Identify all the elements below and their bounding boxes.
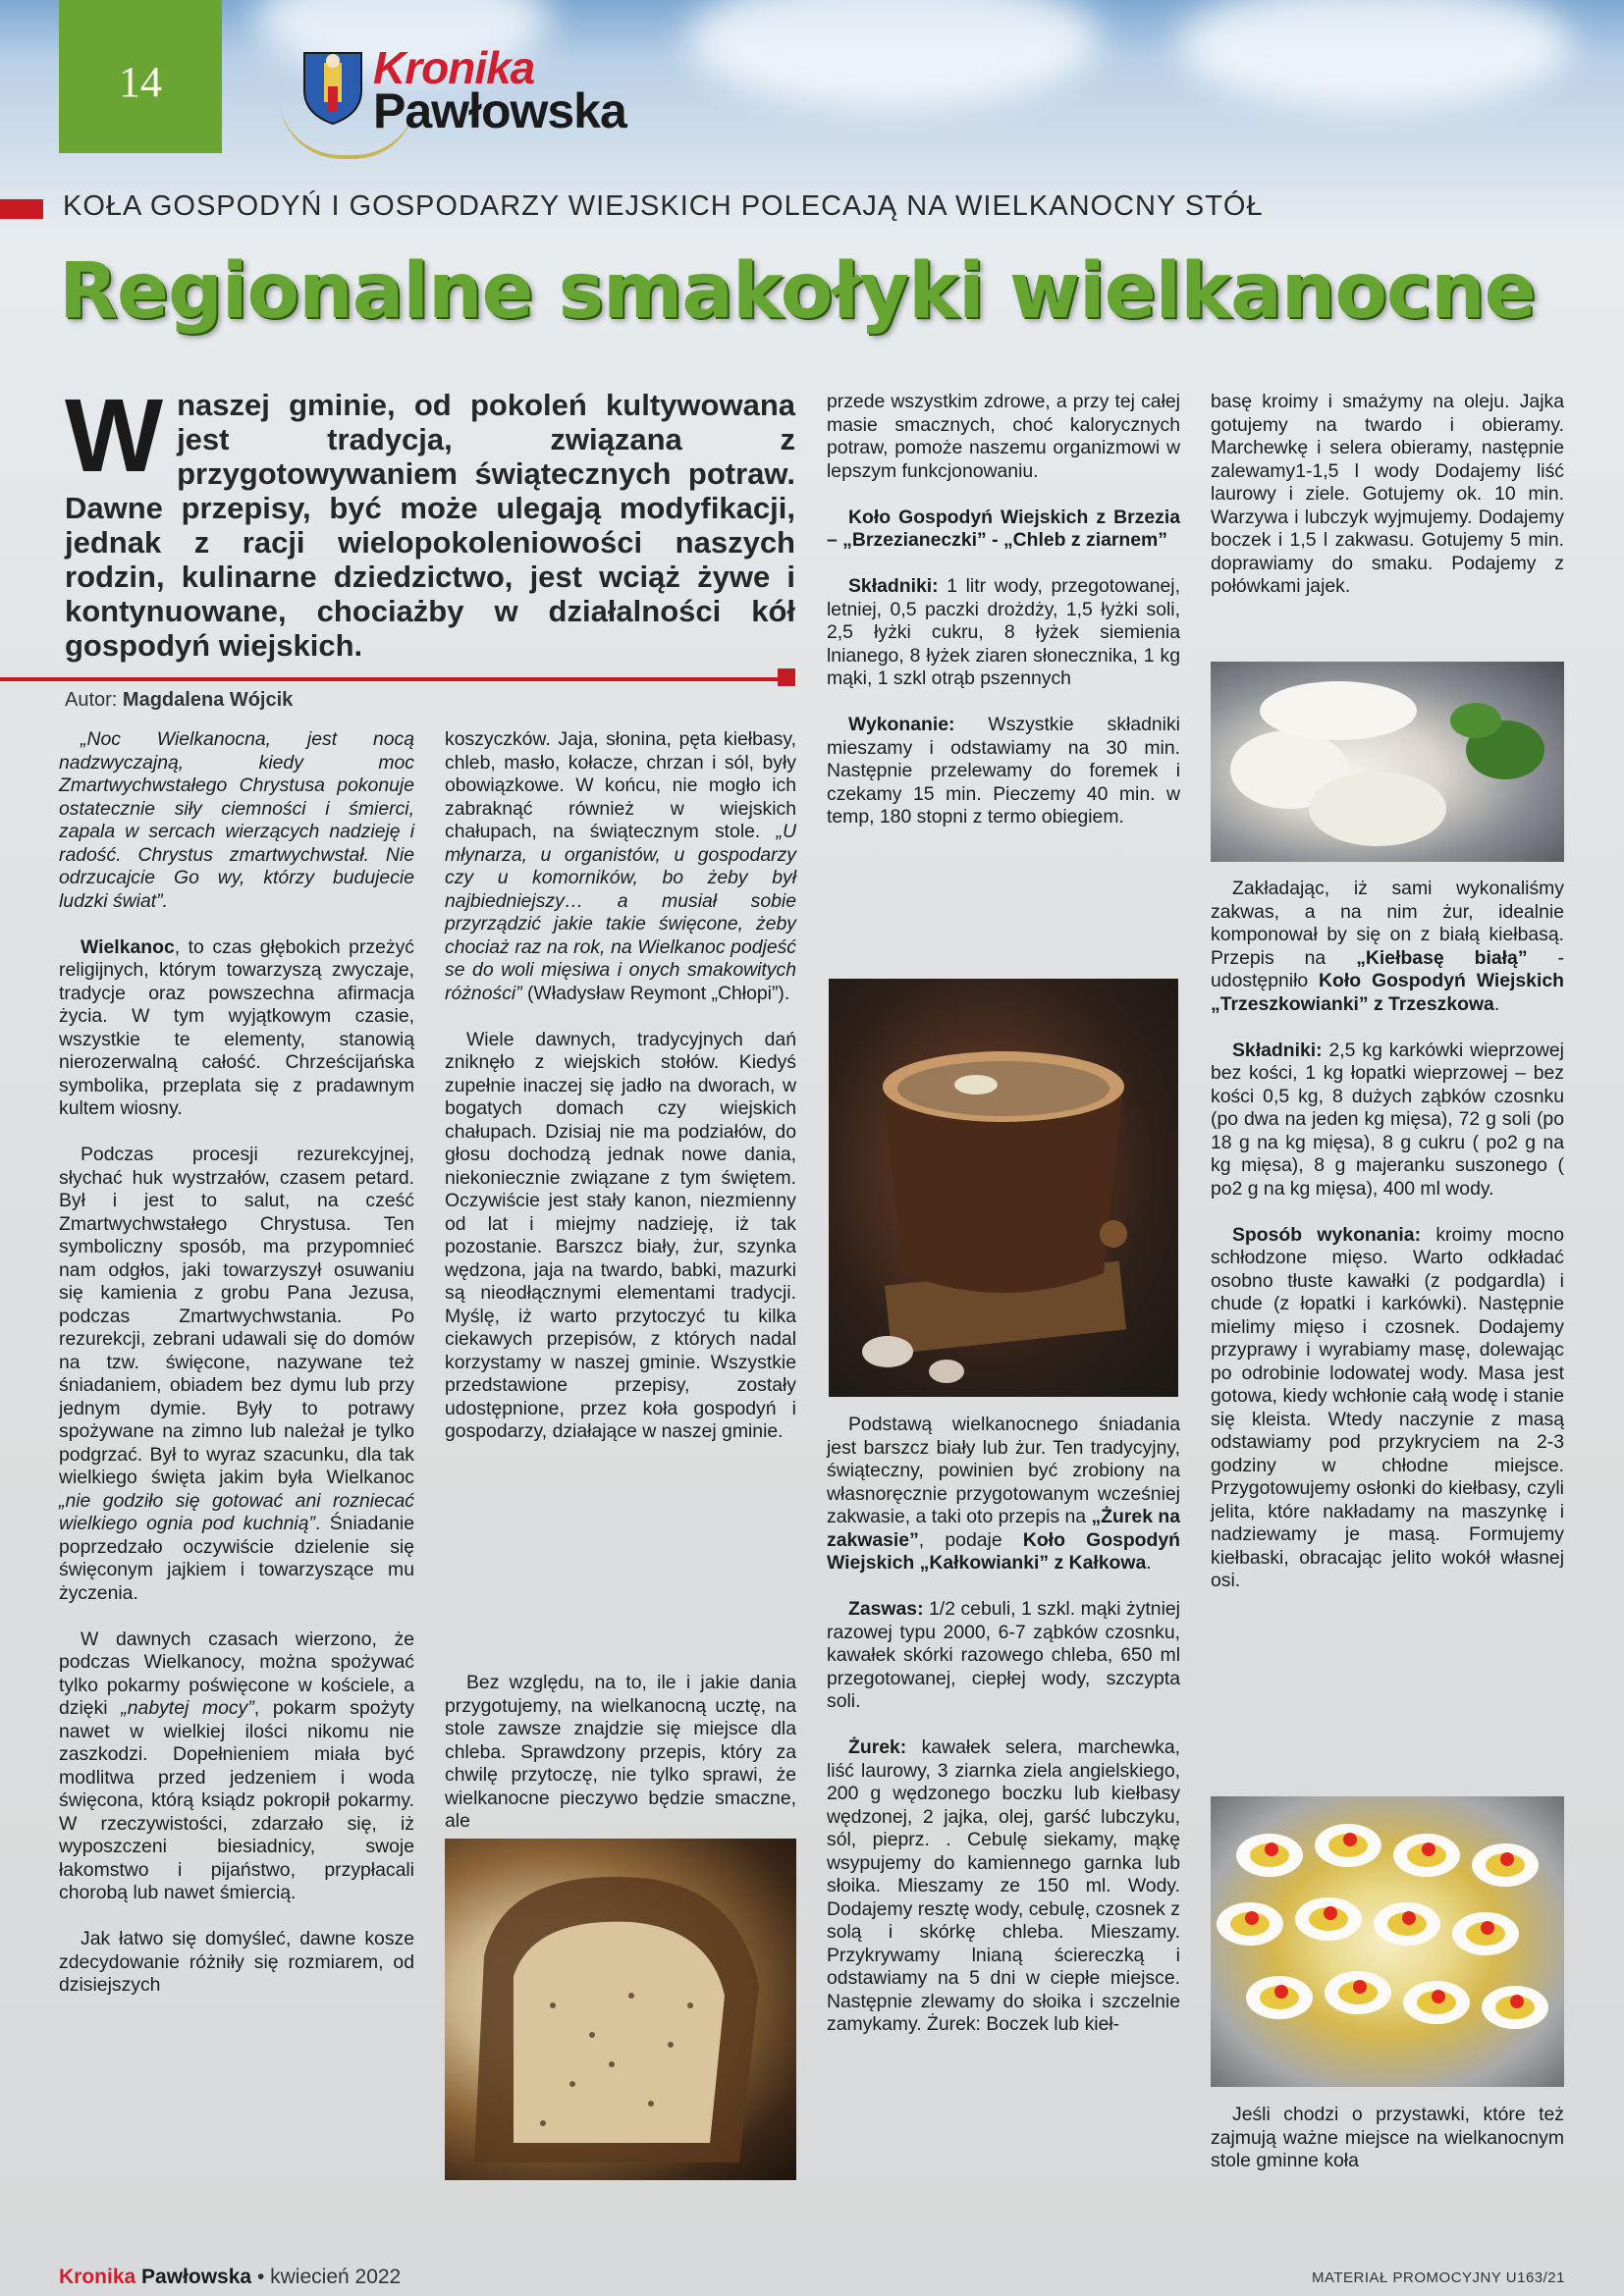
paragraph: , podaje xyxy=(918,1528,1023,1551)
paragraph: , pokarm spożyty nawet w wielkiej ilości nikomu nie zaszkodzi. Dopełnieniem miała być modlitwa przed jedzeniem i woda święcona, którą ksiądz pokropił pokarmy. W rzeczywistości, zdarzało się, iż wyposzczeni biesiadnicy, swoje łakomstwo i pijaństwo, przypłacali chorobą lub nawet śmiercią. xyxy=(59,1697,414,1903)
paragraph: 2,5 kg karkówki wieprzowej bez kości, 1 kg łopatki wieprzowej – bez kości 0,5 kg, 8 dużych ząbków czosnku (po dwa na jeden kg mięsa), 72 g soli (po 18 g na kg mięsa), 8 g cukru ( po2 g na kg mięsa), 8 g majeranku suszonego ( po2 g na kg mięsa), 400 ml wody. xyxy=(1211,1039,1564,1200)
label-skladniki: Składniki: xyxy=(1232,1039,1323,1061)
bread-photo xyxy=(445,1839,796,2180)
paragraph: , to czas głębokich przeżyć religijnych, którym towarzyszą zwyczaje, tradycje oraz powszechna afirmacja życia. W tym wyjątkowym czasie, wszystkie te elementy, stanowią nierozerwalną całość. Chrześcijańska symbolika, przeplata się z pradawnym kultem wiosny. xyxy=(59,935,414,1119)
paragraph: basę kroimy i smażymy na oleju. Jajka gotujemy na twardo i obieramy. Marchewkę i selera obieramy, następnie zalewamy1-1,5 l wody Dodajemy liść laurowy i ziele. Gotujemy ok. 10 min. Warzywa i lubczyk wyjmujemy. Dodajemy boczek i 1,5 l zakwasu. Gotujemy 5 min. doprawiamy do smaku. Podajemy z połówkami jajek. xyxy=(1211,391,1564,597)
paragraph: Podstawą wielkanocnego śniadania jest barszcz biały lub żur. Ten tradycyjny, świąteczny, powinien być zrobiony na własnoręcznie przygotowanym wcześniej zakwasie, a taki oto przepis na xyxy=(827,1414,1180,1527)
label-wykonanie: Wykonanie: xyxy=(848,714,955,735)
lead-divider xyxy=(0,677,785,681)
paragraph: Jak łatwo się domyśleć, dawne kosze zdecydowanie różniły się rozmiarem, od dzisiejszych xyxy=(59,1928,414,1996)
inline-quote: „nie godziło się gotować ani rozniecać wielkiego ognia pod kuchnią” xyxy=(59,1489,414,1534)
article-column-1 xyxy=(59,728,414,2020)
logo-text-pawlowska: Pawłowska xyxy=(373,83,626,138)
recipe-title-chleb: Koło Gospodyń Wiejskich z Brzezia – „Brzezianeczki” - „Chleb z ziarnem” xyxy=(827,506,1180,551)
stuffed-eggs-photo xyxy=(1211,1796,1564,2087)
magazine-logo xyxy=(298,37,721,145)
footer-brand-kronika: Kronika xyxy=(59,2266,136,2288)
paragraph: 1 litr wody, przegotowanej, letniej, 0,5 paczki drożdży, 1,5 łyżki soli, 2,5 łyżki cukru, 8 łyżek siemienia lnianego, 8 łyżek ziaren słonecznika, 1 kg mąki, 1 szkl otrąb pszennych xyxy=(827,575,1180,689)
paragraph: Zakładając, iż sami wykonaliśmy zakwas, a na nim żur, idealnie komponował by się on z białą kiełbasą. Przepis na xyxy=(1211,878,1564,969)
author-name: Magdalena Wójcik xyxy=(122,689,294,711)
paragraph: . xyxy=(1493,992,1500,1015)
cloud-decoration xyxy=(1178,0,1571,108)
lead-paragraph xyxy=(65,378,795,663)
author-label: Autor: xyxy=(65,689,118,711)
bread-illustration xyxy=(445,1839,796,2180)
paragraph: . xyxy=(1146,1552,1152,1574)
article-column-4 xyxy=(1211,391,1564,621)
article-column-3-bottom xyxy=(827,1414,1180,2059)
paragraph: Wszystkie składniki mieszamy i odstawiamy na 30 min. Następnie przelewamy do foremek i czekamy 15 min. Pieczemy 40 min. w temp, 180 stopni z termo obiegiem. xyxy=(827,714,1180,828)
paragraph: W dawnych czasach wierzono, że podczas Wielkanocy, można spożywać tylko pokarmy poświęcone w kościele, a dzięki xyxy=(59,1628,414,1719)
paragraph: Podczas procesji rezurekcyjnej, słychać huk wystrzałów, czasem petard. Był i jest to salut, na cześć Zmartwychwstałego Chrystusa. Ten symboliczny sposób, ma przypomnieć nam odgłos, jaki towarzyszył osuwaniu się kamienia z grobu Pana Jezusa, podczas Zmartwychwstania. Po rezurekcji, zebrani udawali się do domów na tzw. święcone, nazywane też śniadaniem, obiadem bez dymu lub przy jednym dymie. Były to potrawy spożywane na zimno lub należał je tylko podgrzać. Był to wyraz szacunku, dla tak wielkiego święta jakim była Wielkanoc xyxy=(59,1144,414,1488)
article-column-3 xyxy=(827,391,1180,852)
paragraph: Jeśli chodzi o przystawki, które też zajmują ważne miejsce na wielkanocnym stole gminne koła xyxy=(1211,2104,1564,2171)
inline-quote: „U młynarza, u organistów, u gospodarzy czy u komorników, bo żeby był najbiedniejszy… a musiał sobie przyrządzić jakie takie święcone, żeby chociaż raz na rok, na Wielkanoc podjeść se do woli mięsiwa i onych smakowitych różności” xyxy=(445,821,796,1004)
cloud-decoration xyxy=(687,0,1100,108)
eggs-illustration xyxy=(1211,1796,1564,2087)
keyword-wielkanoc: Wielkanoc xyxy=(81,935,175,958)
promo-notice: MATERIAŁ PROMOCYJNY U163/21 xyxy=(1311,2269,1565,2286)
barszcz-photo xyxy=(829,979,1178,1397)
paragraph: kawałek selera, marchewka, liść laurowy, 3 ziarnka ziela angielskiego, 200 g wędzonego boczku lub kiełbasy wędzonej, 2 jajka, olej, garść lubczyku, sól, pieprz. . Cebulę siekamy, mąkę wsypujemy do kamiennego garnka lub słoika. Mieszamy ze 150 ml. Wody. Dodajemy resztę wody, cebulę, czosnek z solą i skórkę chleba. Mieszamy. Przykrywamy lnianą ściereczką i odstawiamy na 5 dni w ciepłe miejsce. Następnie zlewamy do słoika i szczelnie zamykamy. Żurek: Boczek lub kieł- xyxy=(827,1736,1180,2035)
paragraph: Bez względu, na to, ile i jakie dania przygotujemy, na wielkanocną ucztę, na stole zawsze znajdzie się miejsce dla chleba. Sprawdzony przepis, który za chwilę przytoczę, nie tylko sprawi, że wielkanocne pieczywo będzie smaczne, ale xyxy=(445,1672,796,1832)
label-sposob-wykonania: Sposób wykonania: xyxy=(1232,1223,1422,1246)
lead-divider-marker xyxy=(778,668,795,686)
author-line xyxy=(65,689,293,712)
footer-date: kwiecień 2022 xyxy=(270,2266,402,2288)
lead-text: naszej gminie, od pokoleń kultywowana jest tradycja, związana z przygotowywaniem świątecznych potraw. Dawne przepisy, być może ulegają modyfikacji, jednak z racji wielopokoleniowości naszych rodzin, kulinarne dziedzictwo, jest wciąż żywe i kontynuowane, chociażby w działalności kół gospodyń wiejskich. xyxy=(65,388,795,663)
crest-icon xyxy=(298,47,367,126)
footer xyxy=(59,2266,401,2289)
paragraph: Wiele dawnych, tradycyjnych dań zniknęło z wiejskich stołów. Kiedyś zupełnie inaczej się jadło na dworach, w bogatych domach czy wiejskich chałupach. Dzisiaj nie ma podziałów, do głosu dochodzą jednak nowe dania, niekoniecznie związane z tym świętem. Oczywiście jest stały kanon, niezmienny od lat i miejmy nadzieję, iż tak pozostanie. Barszcz biały, żur, szynka wędzona, jaja na twardo, babki, mazurki są nieodłącznymi elementami tradycji. Myślę, iż warto przytoczyć tu kilka ciekawych przepisów, z których nadal korzystamy w naszej gminie. Wszystkie przedstawione przepisy, zostały udostępnione, przez koła gospodyń i gospodarzy, działające w naszej gminie. xyxy=(445,1028,796,1442)
kgw-kalkowianki: Koło Gospodyń Wiejskich „Kałkowianki” z Kałkowa xyxy=(827,1528,1180,1574)
logo-text-kronika: Kronika xyxy=(373,42,535,93)
footer-separator: • xyxy=(256,2266,265,2288)
page-number: 14 xyxy=(59,0,222,153)
paragraph: kroimy mocno schłodzone mięso. Warto odkładać osobno tłuste kawałki (z podgardla) i chude (z łopatki i karkówki). Następnie mielimy mięso i czosnek. Dodajemy przyprawy i wyrabiamy masę, dolewając po odrobinie lodowatej wody. Masa jest gotowa, kiedy wchłonie całą wodę i stanie się kleista. Wtedy naczynie z masą odstawiamy pod przykryciem na 2-3 godziny w chłodne miejsce. Przygotowujemy osłonki do kiełbasy, czyli jelita, które nakładamy na maszynkę i nadziewamy je masą. Formujemy kiełbaski, obracając jelito wokół własnej osi. xyxy=(1211,1223,1564,1591)
sausage-illustration xyxy=(1211,662,1564,862)
paragraph: . Śniadanie poprzedzało oczywiście dzielenie się święconym jajkiem i towarzyszące mu życzenia. xyxy=(59,1513,415,1604)
paragraph: koszyczków. Jaja, słonina, pęta kiełbasy, chleb, masło, kołacze, chrzan i sól, były obowiązkowe. W końcu, nie mogło ich zabraknąć również w wiejskich chałupach, na świątecznym stole. xyxy=(445,728,796,842)
article-column-2 xyxy=(445,728,796,1467)
opening-quote: „Noc Wielkanocna, jest nocą nadzwyczajną, kiedy moc Zmartwychwstałego Chrystusa pokonuje ostatecznie siły ciemności i śmierci, zapala w sercach wierzących nadzieję i radość. Chrystus zmartwychwstał. Nie odrzucajcie Go wy, którzy budujecie ludzki świat”. xyxy=(59,728,414,912)
footer-brand-pawlowska: Pawłowska xyxy=(141,2266,252,2288)
paragraph: - udostępniło xyxy=(1211,946,1564,991)
kicker-text: KOŁA GOSPODYŃ I GOSPODARZY WIEJSKICH POLECAJĄ NA WIELKANOCNY STÓŁ xyxy=(63,190,1264,222)
recipe-title-zurek: „Żurek na zakwasie” xyxy=(827,1506,1181,1551)
kicker-accent xyxy=(0,199,43,219)
kgw-trzeszkowianki: Koło Gospodyń Wiejskich „Trzeszkowianki” z Trzeszkowa xyxy=(1211,970,1564,1015)
label-zurek: Żurek: xyxy=(848,1736,907,1758)
article-column-4-middle xyxy=(1211,878,1564,1616)
label-zaswas: Zaswas: xyxy=(848,1598,924,1620)
label-skladniki: Składniki: xyxy=(848,575,939,597)
paragraph: 1/2 cebuli, 1 szkl. mąki żytniej razowej typu 2000, 6-7 ząbków czosnku, kawałek skórki razowego chleba, 650 ml przegotowanej, ciepłej wody, szczypta soli. xyxy=(827,1598,1180,1712)
article-headline: Regionalne smakołyki wielkanocne xyxy=(59,247,1536,336)
inline-quote: „nabytej mocy” xyxy=(121,1697,254,1719)
white-sausage-photo xyxy=(1211,662,1564,862)
recipe-title-kielbasa: „Kiełbasę białą” xyxy=(1356,946,1528,969)
paragraph: (Władysław Reymont „Chłopi”). xyxy=(521,982,790,1004)
soup-bowl-illustration xyxy=(829,979,1178,1397)
paragraph: przede wszystkim zdrowe, a przy tej całej masie smacznych, choć kalorycznych potraw, pomoże naszemu organizmowi w lepszym funkcjonowaniu. xyxy=(827,391,1180,482)
article-column-2-bottom xyxy=(445,1672,796,1856)
dropcap: W xyxy=(65,378,164,494)
article-column-4-bottom xyxy=(1211,2104,1564,2196)
